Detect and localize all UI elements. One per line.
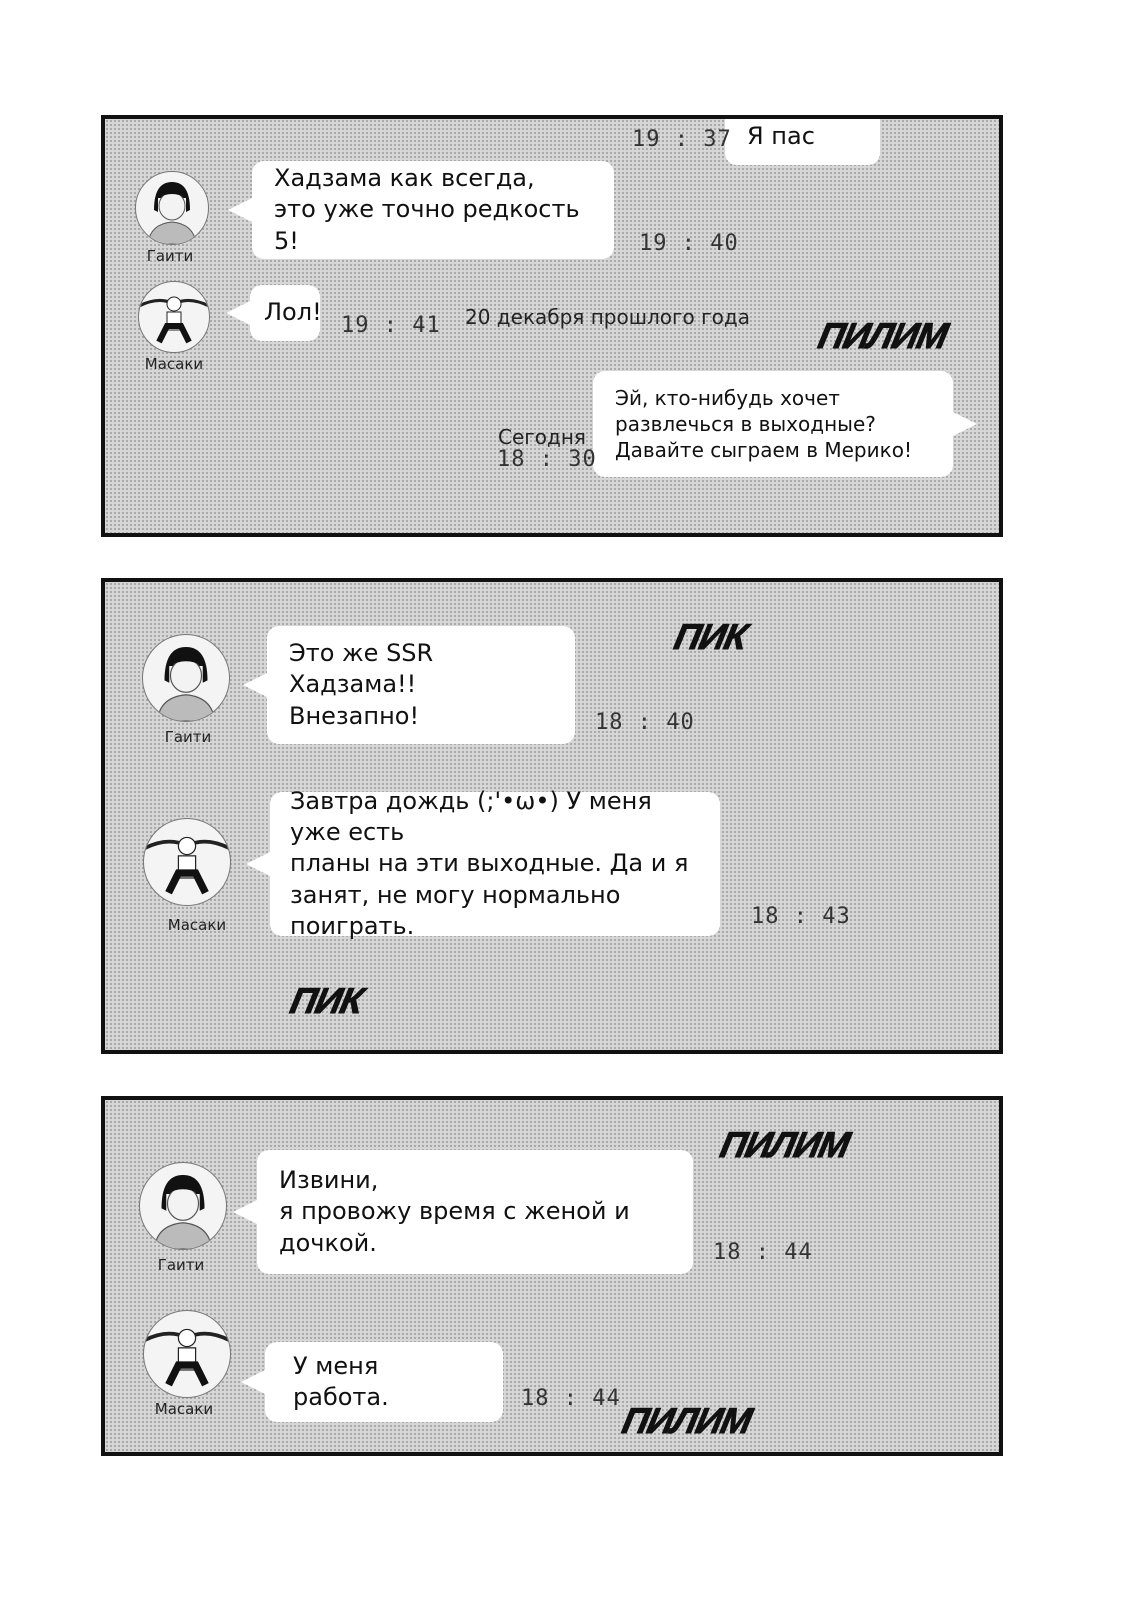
message-time: 18 : 30 [497, 447, 597, 472]
message-time: 18 : 44 [521, 1386, 621, 1411]
message-time: 18 : 40 [595, 710, 695, 735]
date-divider: 20 декабря прошлого года [465, 305, 750, 329]
person-avatar-icon [139, 282, 209, 352]
sender-name: Гаити [146, 247, 194, 265]
message-bubble-incoming [270, 787, 720, 940]
message-bubble-incoming [250, 285, 320, 341]
sound-effect: ПИЛИМ [618, 1400, 755, 1441]
message-bubble-incoming [252, 161, 614, 259]
message-bubble-outgoing [593, 371, 953, 477]
message-time: 19 : 37 [632, 127, 732, 152]
chat-panel-2 [101, 578, 1003, 1054]
message-text: Лол! [264, 298, 322, 327]
chat-panel-1 [101, 115, 1003, 537]
message-bubble-incoming [267, 626, 575, 744]
message-text: это уже точно редкость 5! [274, 195, 580, 255]
sender-name: Гаити [164, 728, 212, 746]
message-text: занят, не могу нормально поиграть. [290, 880, 621, 940]
message-text: Давайте сыграем в Мерико! [615, 438, 912, 462]
message-time: 18 : 43 [751, 904, 851, 929]
message-time: 18 : 44 [713, 1240, 813, 1265]
message-text: Хадзама как всегда, [274, 164, 535, 193]
message-time: 19 : 41 [341, 313, 441, 338]
gaiti-avatar [135, 171, 209, 245]
message-text: Это же SSR Хадзама!! [289, 639, 434, 699]
sender-name: Гаити [157, 1256, 205, 1274]
message-text: Внезапно! [289, 701, 420, 730]
message-text: Извини, [279, 1166, 379, 1195]
sender-name: Масаки [167, 916, 227, 934]
message-text: Завтра дождь (;'•ω•) У меня уже есть [290, 787, 652, 847]
girl-avatar-icon [136, 172, 208, 244]
gaiti-avatar [142, 634, 230, 722]
message-bubble-incoming [257, 1150, 693, 1274]
message-bubble-outgoing [725, 115, 880, 165]
message-bubble-incoming [265, 1342, 503, 1422]
message-text: развлечься в выходные? [615, 412, 876, 436]
message-text: У меня работа. [293, 1351, 389, 1411]
sound-effect: ПИЛИМ [716, 1124, 853, 1165]
message-text: Я пас [747, 122, 815, 151]
sound-effect: ПИК [670, 616, 751, 657]
girl-avatar-icon [143, 635, 229, 721]
message-text: планы на эти выходные. Да и я [290, 849, 689, 878]
chat-panel-3 [101, 1096, 1003, 1456]
person-avatar-icon [144, 1311, 230, 1397]
message-time: 19 : 40 [639, 231, 739, 256]
message-text: я провожу время с женой и дочкой. [279, 1197, 630, 1257]
girl-avatar-icon [140, 1163, 226, 1249]
person-avatar-icon [144, 819, 230, 905]
sound-effect: ПИЛИМ [814, 315, 951, 356]
message-time-label: Сегодня [498, 425, 586, 449]
gaiti-avatar [139, 1162, 227, 1250]
sender-name: Масаки [154, 1400, 214, 1418]
message-text: Эй, кто-нибудь хочет [615, 386, 840, 410]
sender-name: Масаки [144, 355, 204, 373]
sound-effect: ПИК [286, 980, 367, 1021]
masaki-avatar [143, 818, 231, 906]
masaki-avatar [143, 1310, 231, 1398]
masaki-avatar [138, 281, 210, 353]
